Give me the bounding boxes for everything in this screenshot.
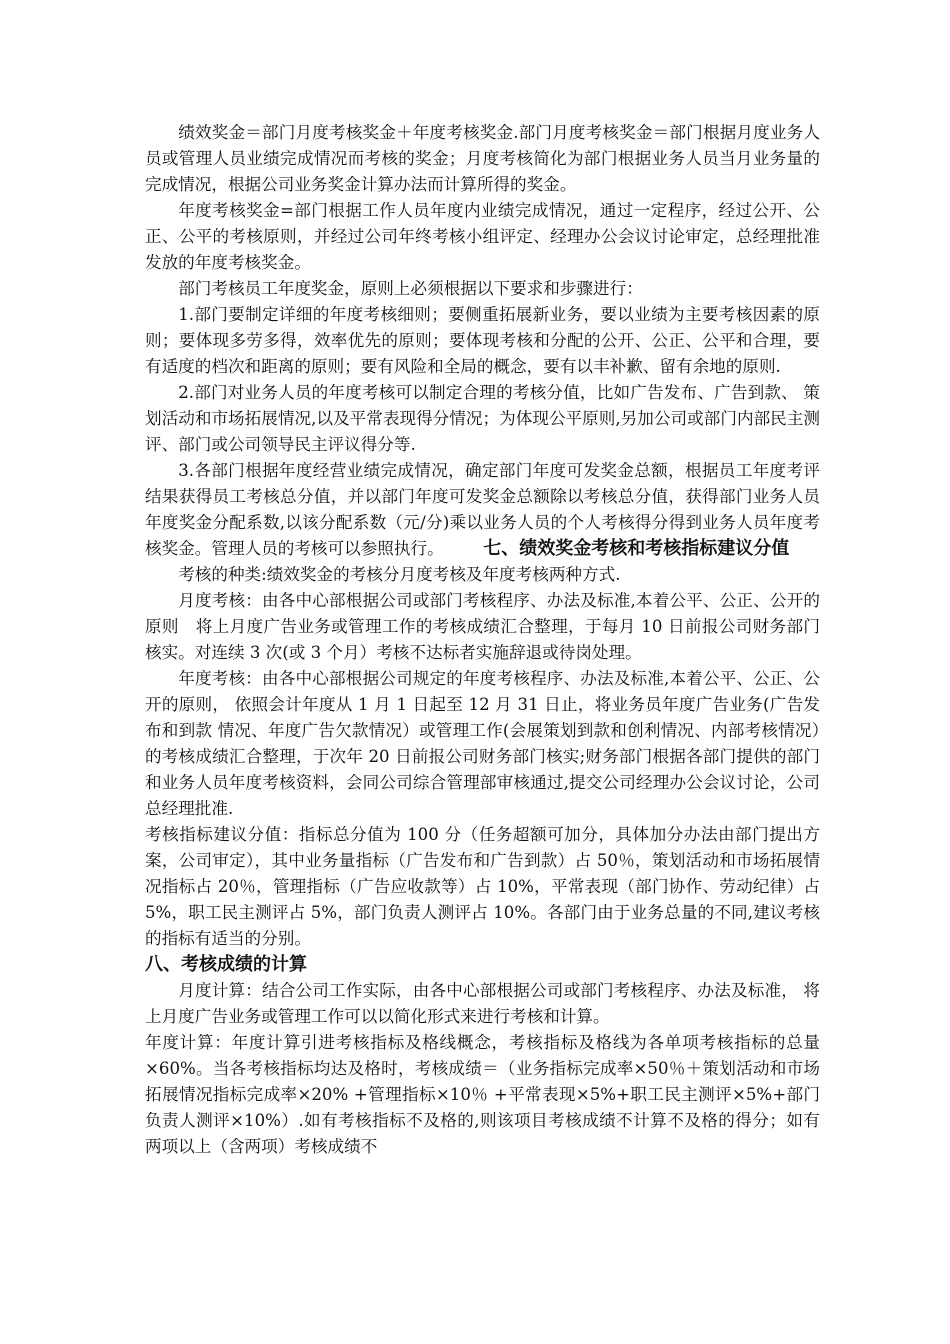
paragraph-assessment-types: 考核的种类:绩效奖金的考核分月度考核及年度考核两种方式. (178, 565, 621, 584)
paragraph-rule-3 (145, 458, 820, 562)
document-body (145, 120, 820, 1160)
paragraph-rule-1: 1.部门要制定详细的年度考核细则；要侧重拓展新业务，要以业绩为主要考核因素的原则；要体现多劳多得，效率优先的原则；要体现考核和分配的公开、公正、公平和合理，要有适度的档次和距离的原则；要有风险和全局的概念，要有以丰补歉、留有余地的原则. (145, 305, 820, 376)
paragraph-rule-2: 2.部门对业务人员的年度考核可以制定合理的考核分值，比如广告发布、广告到款、 策划活动和市场拓展情况,以及平常表现得分情况；为体现公平原则,另加公司或部门内部民主测评、部门或公司领导民主评议得分等. (145, 383, 820, 454)
section-heading-8: 八、考核成绩的计算 (145, 954, 307, 975)
paragraph-performance-bonus: 绩效奖金＝部门月度考核奖金＋年度考核奖金.部门月度考核奖金＝部门根据月度业务人员或管理人员业绩完成情况而考核的奖金；月度考核简化为部门根据业务人员当月业务量的完成情况，根据公司业务奖金计算办法而计算所得的奖金。 (145, 123, 820, 194)
paragraph-monthly-calculation: 月度计算：结合公司工作实际，由各中心部根据公司或部门考核程序、办法及标准， 将上月度广告业务或管理工作可以以简化形式来进行考核和计算。 (145, 981, 820, 1026)
paragraph-annual-bonus: 年度考核奖金=部门根据工作人员年度内业绩完成情况，通过一定程序，经过公开、公正、公平的考核原则，并经过公司年终考核小组评定、经理办公会议讨论审定，总经理批准发放的年度考核奖金。 (145, 201, 820, 272)
paragraph-rule-3-text: 3.各部门根据年度经营业绩完成情况，确定部门年度可发奖金总额，根据员工年度考评结果获得员工考核总分值，并以部门年度可发奖金总额除以考核总分值，获得部门业务人员年度奖金分配系数,以该分配系数（元/分)乘以业务人员的个人考核得分得到业务人员年度考核奖金。管理人员的考核可以参照执行。 (145, 461, 820, 558)
paragraph-annual-bonus-principle: 部门考核员工年度奖金，原则上必须根据以下要求和步骤进行： (178, 279, 643, 298)
paragraph-indicator-scores: 考核指标建议分值：指标总分值为 100 分（任务超额可加分，具体加分办法由部门提出方案，公司审定），其中业务量指标（广告发布和广告到款）占 50％，策划活动和市场拓展情况指标占 20％，管理指标（广告应收款等）占 10%，平常表现（部门协作、劳动纪律）占 5%，职工民主测评占 5%，部门负责人测评占 10%。各部门由于业务总量的不同,建议考核的指标有适当的分别。 (145, 825, 820, 948)
paragraph-monthly-assessment: 月度考核：由各中心部根据公司或部门考核程序、办法及标准,本着公平、公正、公开的原则 将上月度广告业务或管理工作的考核成绩汇合整理，于每月 10 日前报公司财务部门核实。对连续 3 次(或 3 个月）考核不达标者实施辞退或待岗处理。 (145, 591, 820, 662)
paragraph-annual-calculation: 年度计算：年度计算引进考核指标及格线概念，考核指标及格线为各单项考核指标的总量×60%。当各考核指标均达及格时，考核成绩＝（业务指标完成率×50％＋策划活动和市场拓展情况指标完成率×20% +管理指标×10％ +平常表现×5%+职工民主测评×5%+部门负责人测评×10%）.如有考核指标不及格的,则该项目考核成绩不计算不及格的得分；如有两项以上（含两项）考核成绩不 (145, 1033, 820, 1156)
paragraph-annual-assessment: 年度考核：由各中心部根据公司规定的年度考核程序、办法及标准,本着公平、公正、公开的原则， 依照会计年度从 1 月 1 日起至 12 月 31 日止，将业务员年度广告业务(广告发布和到款 情况、年度广告欠款情况）或管理工作(会展策划到款和创利情况、内部考核情况）的考核成绩汇合整理，于次年 20 日前报公司财务部门核实;财务部门根据各部门提供的部门和业务人员年度考核资料，会同公司综合管理部审核通过,提交公司经理办公会议讨论，公司总经理批准. (145, 669, 820, 818)
section-heading-7: 七、绩效奖金考核和考核指标建议分值 (483, 538, 790, 559)
